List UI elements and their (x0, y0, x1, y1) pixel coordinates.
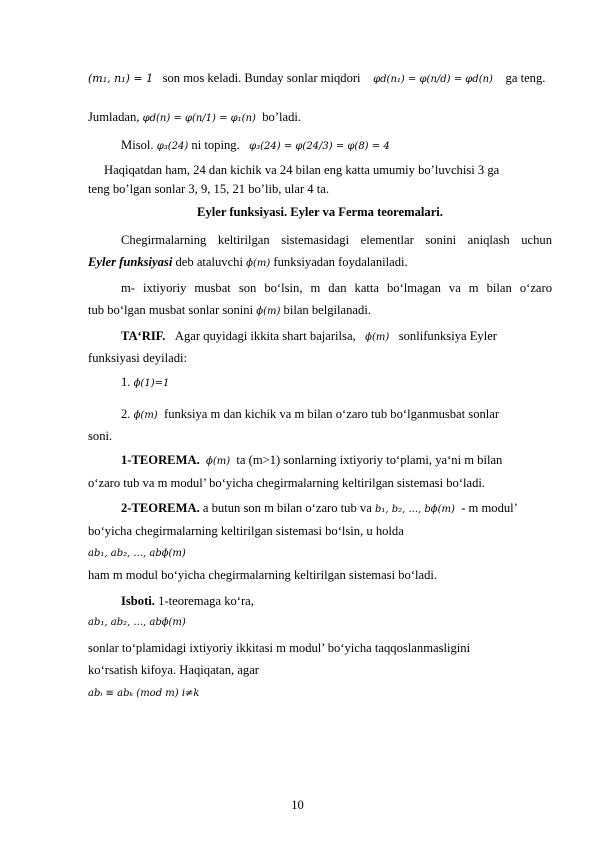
explanation-line-2: teng bo’lgan sonlar 3, 9, 15, 21 bo’lib, ular 4 ta. (88, 182, 329, 196)
theorem1-text: ta (m>1) sonlarning ixtiyoriy to‘plami, ya‘ni m bilan (236, 453, 503, 467)
deb-ataluvchi: deb ataluvchi (175, 255, 243, 269)
phi-m-symbol-4: ϕ(m) (133, 410, 158, 421)
para1-line1: Chegirmalarning keltirilgan sistemasidagi elementlar sonini aniqlash uchun (121, 233, 552, 247)
coprime-formula: (m₁, n₁) = 1 (88, 72, 154, 85)
phi-d-formula: φd(n₁) = φ(n/d) = φd(n) (373, 74, 493, 85)
theorem2-line1 (121, 500, 552, 518)
cond2-number: 2. (121, 407, 131, 421)
phi-m-symbol-5: ϕ(m) (206, 456, 231, 467)
theorem1-label: 1-TEOREMA. (121, 453, 200, 467)
misol-label: Misol. (121, 138, 154, 152)
eyler-funksiyasi-term: Eyler funksiyasi (88, 255, 173, 269)
intro-text-2: ga teng. (505, 71, 546, 85)
ab-sequence: ab₁, ab₂, ..., abϕ(m) (88, 548, 186, 559)
definition-line2: funksiyasi deyiladi: (88, 351, 187, 365)
definition-line1 (121, 328, 552, 346)
condition-2 (121, 406, 552, 424)
para1-line2 (88, 254, 552, 272)
tarif-label: TA‘RIF. (121, 329, 166, 343)
condition-1 (121, 374, 552, 392)
proof-line1 (121, 593, 552, 609)
funksiyadan-text: funksiyadan foydalaniladi. (273, 255, 408, 269)
page-number: 10 (291, 798, 304, 812)
cond1-number: 1. (121, 375, 131, 389)
def-text-a: Agar quyidagi ikkita shart bajarilsa, (174, 329, 356, 343)
theorem1-line1 (121, 452, 552, 470)
intro-text-1: son mos keladi. Bunday sonlar miqdori (162, 71, 361, 85)
intro-line-1 (88, 70, 552, 88)
theorem2-text2: - m modul’ (461, 501, 518, 515)
explanation-line-1: Haqiqatdan ham, 24 dan kichik va 24 bilan eng katta umumiy bo’luvchisi 3 ga (104, 163, 500, 177)
boladi-text: bo’ladi. (262, 110, 302, 124)
example-line (121, 137, 552, 155)
intro-line-2 (88, 109, 552, 127)
para2-line1: m- ixtiyoriy musbat son bo‘lsin, m dan katta bo‘lmagan va m bilan o‘zaro (121, 281, 552, 295)
congruence-formula: abᵢ ≡ abₖ (mod m) i≠k (88, 688, 200, 699)
phi-d-n-formula: φd(n) = φ(n/1) = φ₁(n) (142, 113, 256, 124)
proof-line4: ko‘rsatish kifoya. Haqiqatan, agar (88, 663, 260, 677)
jumladan-text: Jumladan, (88, 110, 140, 124)
theorem2-line2: bo‘yicha chegirmalarning keltirilgan sistemasi bo‘lsin, u holda (88, 524, 404, 538)
ab-sequence-2: ab₁, ab₂, ..., abϕ(m) (88, 617, 186, 628)
proof-line3: sonlar to‘plamidagi ixtiyoriy ikkitasi m modul’ bo‘yicha taqqoslanmasligini (88, 641, 471, 655)
b-sequence: b₁, b₂, ..., bϕ(m) (374, 504, 455, 515)
cond2-text: funksiya m dan kichik va m bilan o‘zaro tub bo‘lganmusbat sonlar (164, 407, 500, 421)
phi-m-symbol-2: ϕ(m) (256, 306, 281, 317)
ni-toping: ni toping. (191, 138, 240, 152)
condition-2-line2: soni. (88, 429, 113, 443)
def-text-b: sonlifunksiya Eyler (398, 329, 498, 343)
phi3-24: φ₃(24) (156, 141, 189, 152)
section-heading: Eyler funksiyasi. Eyler va Ferma teoremalari. (197, 205, 443, 219)
tub-text: tub bo‘lgan musbat sonlar sonini (88, 303, 254, 317)
theorem2-label: 2-TEOREMA. (121, 501, 200, 515)
phi3-24-solution: φ₃(24) = φ(24/3) = φ(8) = 4 (249, 141, 390, 152)
theorem2-line4: ham m modul bo‘yicha chegirmalarning keltirilgan sistemasi bo‘ladi. (88, 568, 438, 582)
theorem1-line2: o‘zaro tub va m modul’ bo‘yicha chegirmalarning keltirilgan sistemasi bo‘ladi. (88, 476, 486, 490)
proof-text: 1-teoremaga ko‘ra, (158, 594, 254, 608)
phi-m-symbol: ϕ(m) (246, 258, 271, 269)
proof-label: Isboti. (121, 594, 155, 608)
phi-m-symbol-3: ϕ(m) (365, 332, 390, 343)
belgilanadi-text: bilan belgilanadi. (283, 303, 371, 317)
theorem2-text: a butun son m bilan o‘zaro tub va (202, 501, 372, 515)
para2-line2 (88, 302, 552, 320)
cond1-formula: ϕ(1)=1 (133, 378, 170, 389)
